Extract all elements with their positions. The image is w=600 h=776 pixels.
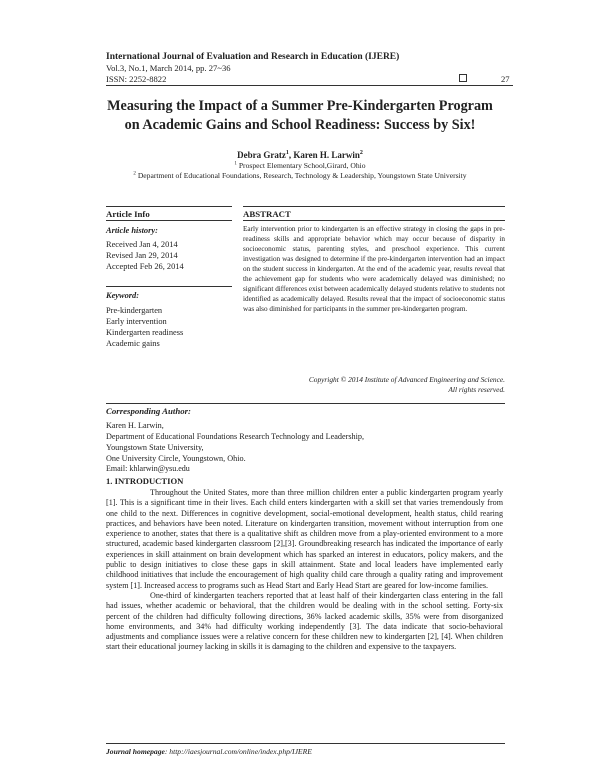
abstract-rule	[243, 206, 505, 207]
affiliation-text: Prospect Elementary School,Girard, Ohio	[238, 161, 366, 170]
journal-homepage	[106, 747, 312, 756]
author-sup: 2	[359, 150, 363, 156]
keyword-label: Keyword:	[106, 291, 140, 300]
affiliation	[100, 171, 500, 180]
author-sup: 1	[285, 150, 289, 156]
corresponding-line: Youngstown State University,	[106, 443, 204, 452]
paragraph: One-third of kindergarten teachers reported that at least half of their kindergarten class entering in the fall had issues, whether academic or behavioral, that the children would be dealing with in the school setting. Forty-six percent of the children had difficulty following directions, 36% lacked academic skills, 35% were from disorganized home environments, and 34% had difficulty working independently [3]. The data indicate that socio-behavioral adjustments and compliance issues were a relative concern for these children new to kindergarten [2], [4]. When children start their educational journey lacking in skills it is damaging to the children and expensive to the taxpayers.	[106, 590, 503, 652]
keyword-item: Pre-kindergarten	[106, 306, 163, 315]
introduction-body	[106, 488, 503, 653]
homepage-url[interactable]: : http://iaesjournal.com/online/index.php/IJERE	[164, 747, 312, 756]
keyword-rule	[106, 286, 232, 287]
author-name: Karen H. Larwin	[293, 150, 360, 160]
corresponding-heading: Corresponding Author:	[106, 406, 191, 416]
paper-title	[100, 97, 500, 135]
keyword-item: Early intervention	[106, 317, 167, 326]
abstract-text: Early intervention prior to kindergarten is an effective strategy in closing the gaps in pre-readiness skills and appropriate behavior which may occur because of disparity in socioeconomic status, parenting styles, and preschool experience. This current investigation was designed to determine if the pre-kindergarten intervention had an impact on the student success in kindergarten. At the end of the academic year, results reveal that the achievement gap for students who were academically delayed was diminished; no significant differences exist between academically delayed students relative to students not identified as academically delayed. Results reveal that the impact of socioeconomic status was also diminished for participants in the summer pre-kindergarten program.	[243, 225, 505, 313]
journal-name: International Journal of Evaluation and Research in Education (IJERE)	[106, 52, 400, 62]
title-line: Measuring the Impact of a Summer Pre-Kindergarten Program	[107, 98, 493, 114]
abstract-heading: ABSTRACT	[243, 209, 291, 219]
page-box-icon	[459, 74, 467, 82]
author-name: Debra Gratz	[237, 150, 286, 160]
history-item: Received Jan 4, 2014	[106, 240, 178, 249]
paragraph: Throughout the United States, more than three million children enter a public kindergarten program yearly [1]. This is a significant time in their lives. Each child enters kindergarten with a skill set that varies tremendously from one child to the next. Differences in cognitive development, social-emotional development, health status, child rearing practices, and behaviors have been noted. Literature on kindergarten transition, movement without interruption from one experience to another, states that there is a qualitative shift as children move from a play-oriented environment to a more structured, academic based kindergarten classroom [2],[3]. Groundbreaking research has indicated the importance of early experiences in skill attainment on brain development which has sparked an interest in educators, policy makers, and the public to design initiatives to close these gaps in skill attainment. State and local leaders have implemented early childhood initiatives that include the encouragement of high quality child care through a quality rating and improvement system [1]. Increased access to programs such as Head Start and Early Head Start are geared for low-income families.	[106, 488, 503, 590]
affiliation	[100, 161, 500, 170]
section-heading-introduction: 1. INTRODUCTION	[106, 476, 184, 486]
page-number: 27	[501, 74, 510, 84]
header-rule	[106, 85, 513, 86]
abstract-rule	[243, 220, 505, 221]
homepage-label: Journal homepage	[106, 747, 165, 756]
affiliation-sup: 2	[133, 171, 136, 177]
keyword-item: Academic gains	[106, 339, 160, 348]
article-info-rule	[106, 206, 232, 207]
footer-rule	[106, 743, 505, 744]
title-line: on Academic Gains and School Readiness: Success by Six!	[124, 117, 476, 133]
email-line: Email: khlarwin@ysu.edu	[106, 464, 190, 473]
keyword-item: Kindergarten readiness	[106, 328, 184, 337]
volume-line: Vol.3, No.1, March 2014, pp. 27~36	[106, 63, 231, 73]
history-label: Article history:	[106, 226, 158, 235]
article-info-rule	[106, 220, 232, 221]
copyright-line: Copyright © 2014 Institute of Advanced Engineering and Science.	[308, 375, 505, 384]
issn: ISSN: 2252-8822	[106, 74, 167, 84]
affiliation-text: Department of Educational Foundations, Research, Technology & Leadership, Youngstown State University	[137, 171, 467, 180]
corresponding-line: Department of Educational Foundations Research Technology and Leadership,	[106, 432, 365, 441]
corresponding-rule	[106, 403, 505, 404]
copyright-line: All rights reserved.	[448, 385, 505, 394]
corresponding-line: One University Circle, Youngstown, Ohio.	[106, 454, 246, 463]
affiliation-sup: 1	[234, 161, 237, 167]
article-info-heading: Article Info	[106, 209, 150, 219]
history-item: Revised Jan 29, 2014	[106, 251, 178, 260]
history-item: Accepted Feb 26, 2014	[106, 262, 184, 271]
author-list: Debra Gratz$^1$, Karen H. Larwin$^2$	[237, 150, 363, 160]
corresponding-line: Karen H. Larwin,	[106, 421, 164, 430]
